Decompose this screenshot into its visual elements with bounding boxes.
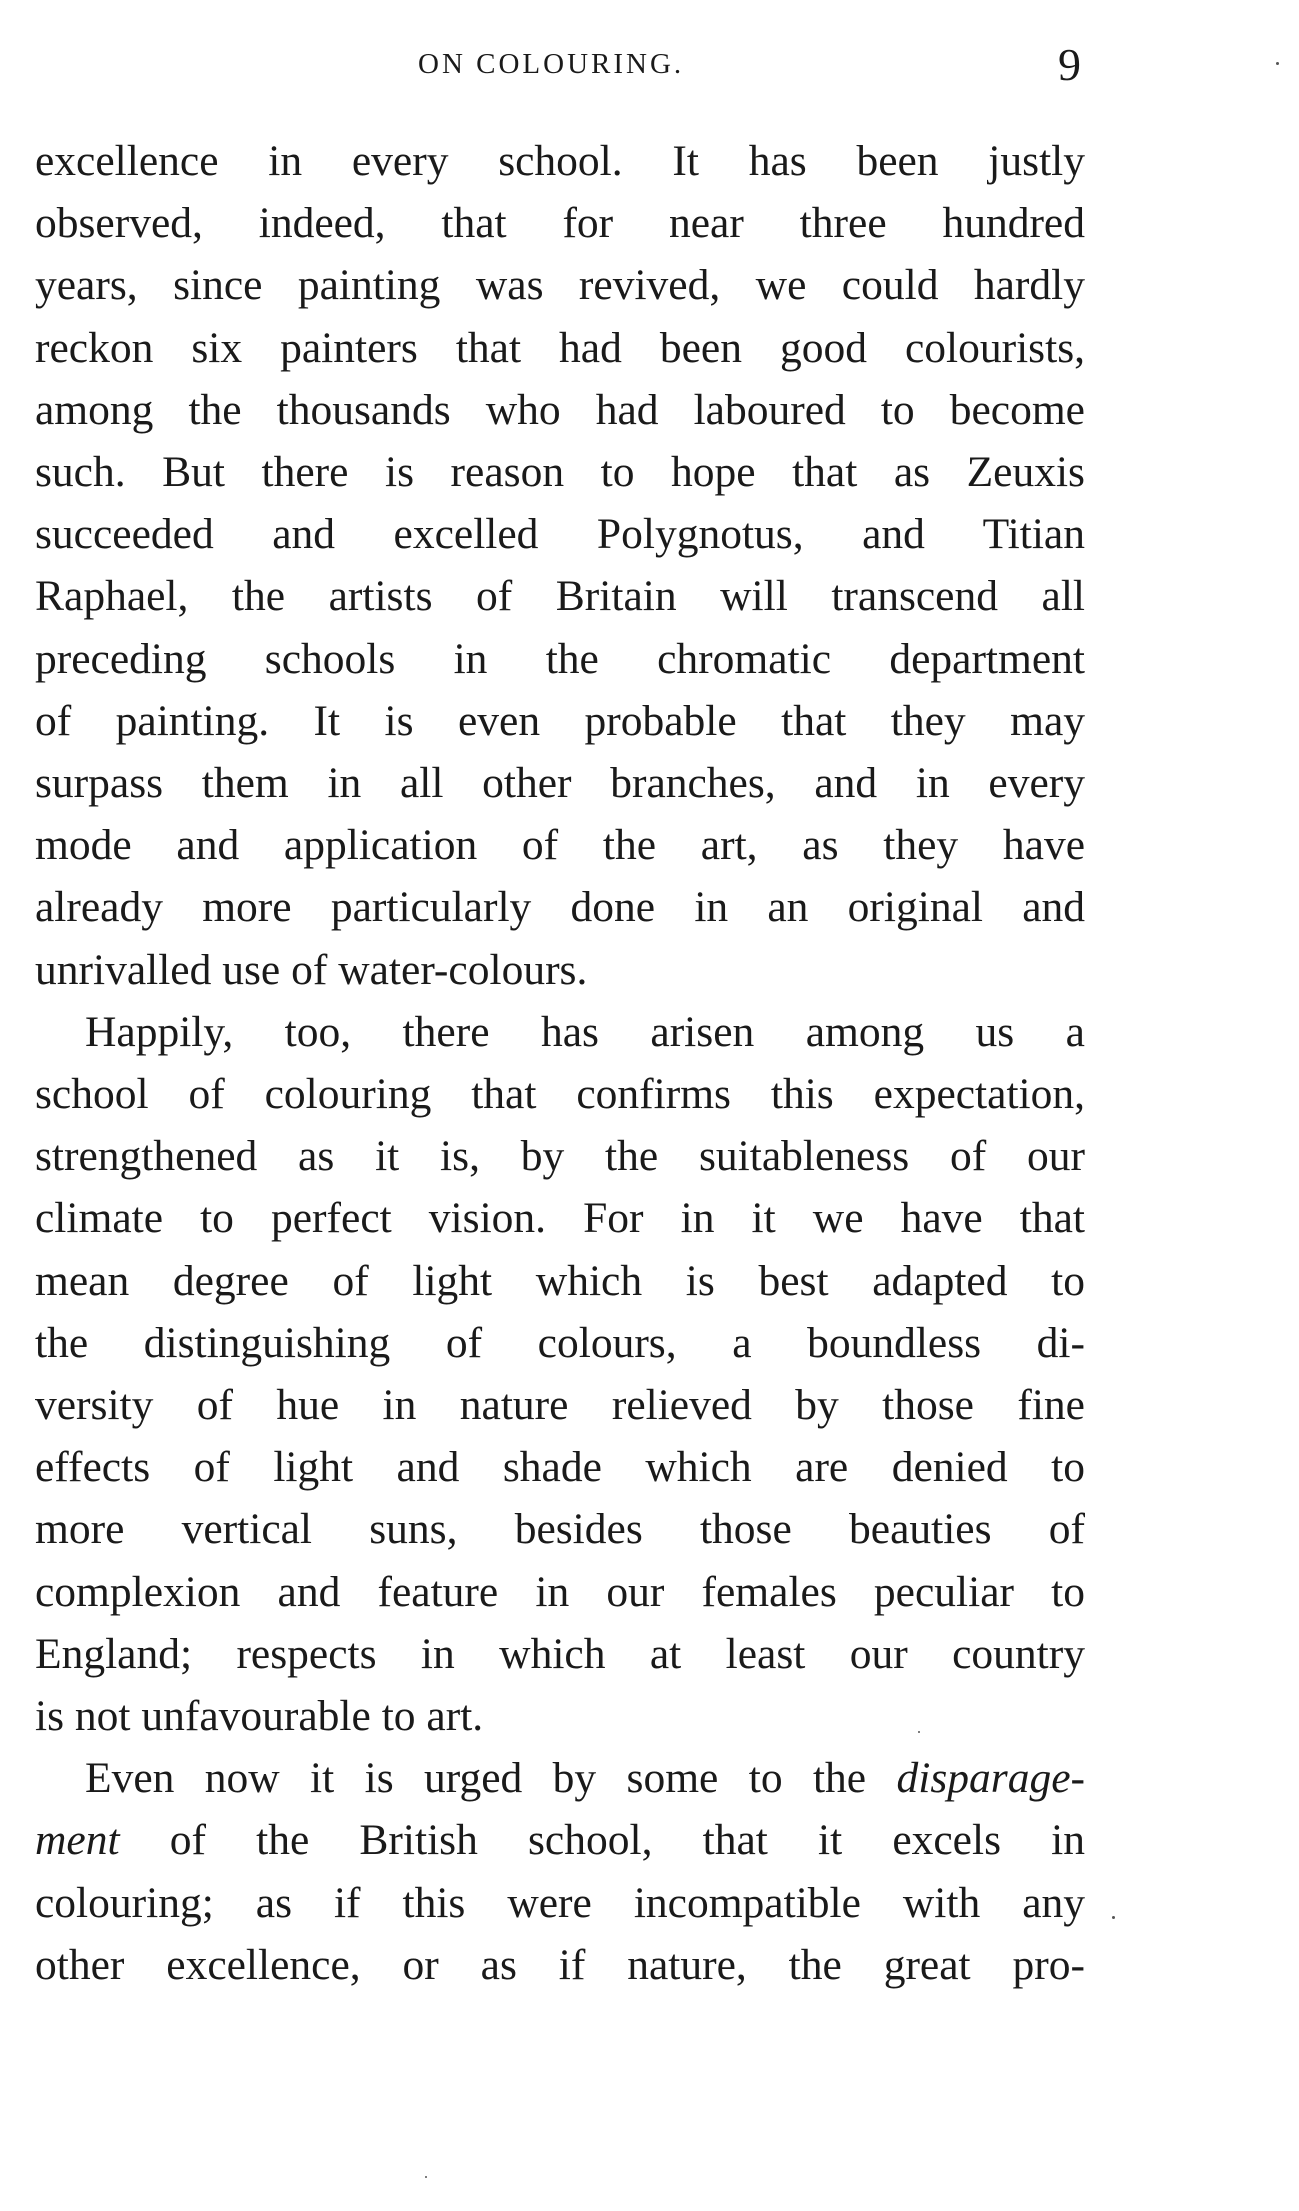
- text-line: is not unfavourable to art.: [35, 1692, 484, 1741]
- text-line: mode and application of the art, as they have: [35, 821, 1085, 870]
- text-line: preceding schools in the chromatic department: [35, 634, 1085, 683]
- text-line: strengthened as it is, by the suitableness of our: [35, 1132, 1085, 1181]
- text-line: surpass them in all other branches, and in every: [35, 759, 1085, 808]
- text-line: other excellence, or as if nature, the great pro-: [35, 1940, 1085, 1989]
- text-line: complexion and feature in our females peculiar to: [35, 1567, 1085, 1616]
- paper-speck: [425, 2176, 427, 2178]
- italic-text: disparage-: [896, 1754, 1085, 1803]
- running-title: ON COLOURING.: [418, 48, 685, 80]
- text-line: effects of light and shade which are denied to: [35, 1443, 1085, 1492]
- text-line: colouring; as if this were incompatible with any: [35, 1878, 1085, 1927]
- text-line: of painting. It is even probable that they may: [35, 696, 1085, 745]
- text-line: Happily, too, there has arisen among us a: [85, 1007, 1085, 1056]
- text-line: Raphael, the artists of Britain will transcend all: [35, 572, 1085, 621]
- paragraph-1: [35, 130, 1085, 1001]
- text-line: unrivalled use of water-colours.: [35, 945, 588, 994]
- text-line: school of colouring that confirms this expectation,: [35, 1070, 1085, 1119]
- running-head: [0, 38, 1299, 98]
- page-number: 9: [1058, 39, 1081, 90]
- italic-text: ment: [35, 1816, 120, 1865]
- paper-speck: [918, 1731, 920, 1733]
- text-line: reckon six painters that had been good colourists,: [35, 323, 1085, 372]
- text-line: already more particularly done in an original and: [35, 883, 1085, 932]
- text-line: succeeded and excelled Polygnotus, and Titian: [35, 510, 1085, 559]
- text-line: years, since painting was revived, we could hardly: [35, 261, 1085, 310]
- paper-speck: [1112, 1916, 1115, 1919]
- text-line: climate to perfect vision. For in it we have that: [35, 1194, 1085, 1243]
- text-line: the distinguishing of colours, a boundless di-: [35, 1318, 1085, 1367]
- text-line: England; respects in which at least our country: [35, 1629, 1085, 1678]
- text-line: [35, 1809, 1085, 1871]
- paragraph-2: [35, 1001, 1085, 1747]
- text-line: versity of hue in nature relieved by those fine: [35, 1381, 1085, 1430]
- paragraph-3: [35, 1747, 1085, 1996]
- text-line: such. But there is reason to hope that as Zeuxis: [35, 448, 1085, 497]
- paper-speck: [1276, 62, 1279, 65]
- text-run: Even now it is urged by some to the: [85, 1754, 897, 1803]
- text-line: more vertical suns, besides those beauties of: [35, 1505, 1085, 1554]
- text-line: [35, 1747, 1085, 1809]
- body-text: [35, 130, 1085, 1996]
- text-line: excellence in every school. It has been justly: [35, 137, 1085, 185]
- text-run: of the British school, that it excels in: [119, 1816, 1085, 1865]
- text-line: observed, indeed, that for near three hundred: [35, 199, 1085, 248]
- text-line: mean degree of light which is best adapted to: [35, 1256, 1085, 1305]
- text-line: among the thousands who had laboured to become: [35, 385, 1085, 434]
